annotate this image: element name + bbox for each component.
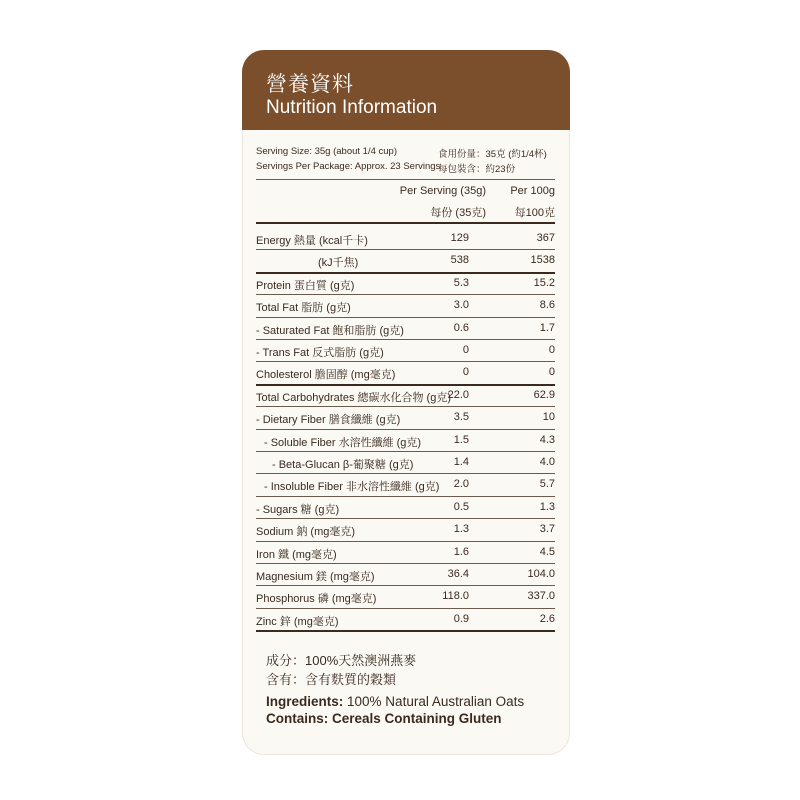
per-serving-value: 2.0 <box>453 478 469 491</box>
col-per-100g-en: Per 100g <box>510 185 555 197</box>
nutrient-row <box>256 250 555 272</box>
nutrient-row <box>256 564 555 586</box>
nutrient-label: - Dietary Fiber 膳食纖維 (g克) <box>256 414 401 427</box>
nutrient-label: Sodium 鈉 (mg毫克) <box>256 526 356 539</box>
per-100g-value: 4.5 <box>539 545 555 558</box>
per-serving-value: 0.9 <box>453 612 469 625</box>
per-serving-value: 22.0 <box>447 388 469 401</box>
per-100g-value: 3.7 <box>539 523 555 536</box>
nutrient-label: Total Fat 脂肪 (g克) <box>256 302 351 315</box>
per-100g-value: 0 <box>548 366 555 379</box>
nutrient-row <box>256 452 555 474</box>
nutrient-row <box>256 609 555 631</box>
per-100g-value: 4.3 <box>539 433 555 446</box>
divider-thick <box>256 222 555 224</box>
per-serving-value: 36.4 <box>447 568 469 580</box>
nutrient-label: Magnesium 鎂 (mg毫克) <box>256 571 375 583</box>
per-100g-value: 337.0 <box>527 590 555 603</box>
per-100g-value: 62.9 <box>533 388 555 401</box>
nutrient-row <box>256 430 555 452</box>
col-per-serving-zh: 每份 (35克) <box>430 207 486 219</box>
nutrient-label: - Saturated Fat 飽和脂肪 (g克) <box>256 324 404 337</box>
title-chinese: 營養資料 <box>266 73 354 96</box>
nutrient-label: - Insoluble Fiber 非水溶性纖維 (g克) <box>264 481 440 494</box>
nutrition-label-card <box>242 50 570 755</box>
ingredients-label: Ingredients: <box>266 694 344 709</box>
servings-per-package-zh: 每包裝含：約23份 <box>438 164 516 175</box>
col-per-100g-zh: 每100克 <box>514 207 555 219</box>
nutrient-row <box>256 586 555 608</box>
per-100g-value: 8.6 <box>539 299 555 312</box>
per-serving-value: 3.0 <box>453 299 469 312</box>
nutrient-label: Cholesterol 膽固醇 (mg毫克) <box>256 369 396 382</box>
per-100g-value: 10 <box>542 411 555 424</box>
per-serving-value: 1.6 <box>453 545 469 558</box>
per-100g-value: 5.7 <box>539 478 555 491</box>
per-serving-value: 1.4 <box>453 456 469 468</box>
nutrient-row <box>256 340 555 362</box>
per-100g-value: 1.7 <box>539 321 555 334</box>
per-serving-value: 1.3 <box>453 523 469 536</box>
per-100g-value: 0 <box>548 344 555 356</box>
per-serving-value: 1.5 <box>453 433 469 446</box>
per-100g-value: 15.2 <box>533 276 555 289</box>
contains-zh: 含有：含有麩質的穀類 <box>266 672 397 687</box>
nutrient-label: Protein 蛋白質 (g克) <box>256 279 355 292</box>
per-100g-value: 367 <box>536 232 555 244</box>
nutrient-label: - Trans Fat 反式脂肪 (g克) <box>256 347 384 359</box>
per-100g-value: 2.6 <box>539 612 555 625</box>
nutrient-label: Phosphorus 磷 (mg毫克) <box>256 593 377 606</box>
ingredients-value: 100% Natural Australian Oats <box>347 694 525 709</box>
nutrient-row <box>256 407 555 429</box>
per-serving-value: 129 <box>450 232 469 244</box>
nutrient-label: - Soluble Fiber 水溶性纖維 (g克) <box>264 436 422 449</box>
nutrient-row <box>256 362 555 384</box>
per-serving-value: 0 <box>462 366 469 379</box>
nutrient-row <box>256 497 555 519</box>
per-serving-value: 538 <box>450 254 469 267</box>
ingredients-en <box>266 694 524 709</box>
per-100g-value: 1538 <box>530 254 555 267</box>
per-100g-value: 1.3 <box>539 500 555 513</box>
nutrient-label: Energy 熱量 (kcal千卡) <box>256 235 368 247</box>
per-serving-value: 3.5 <box>453 411 469 424</box>
servings-per-package-en: Servings Per Package: Approx. 23 Servings <box>256 161 441 172</box>
per-100g-value: 104.0 <box>527 568 555 580</box>
title-english: Nutrition Information <box>266 97 438 118</box>
nutrient-row <box>256 295 555 317</box>
nutrient-label: Iron 鐵 (mg毫克) <box>256 548 337 561</box>
ingredients-zh: 成分：100%天然澳洲燕麥 <box>266 653 417 668</box>
per-serving-value: 0.6 <box>453 321 469 334</box>
row-divider <box>256 630 555 632</box>
serving-size-en: Serving Size: 35g (about 1/4 cup) <box>256 146 398 157</box>
serving-size-zh: 食用份量：35克 (約1/4杯) <box>438 149 547 160</box>
per-serving-value: 5.3 <box>453 276 469 289</box>
nutrient-label: Zinc 鋅 (mg毫克) <box>256 615 339 628</box>
nutrient-row <box>256 273 555 295</box>
per-100g-value: 4.0 <box>539 456 555 468</box>
nutrient-row <box>256 519 555 541</box>
nutrient-label: - Sugars 糖 (g克) <box>256 503 340 516</box>
per-serving-value: 0.5 <box>453 500 469 513</box>
nutrient-row <box>256 318 555 340</box>
nutrient-row <box>256 228 555 250</box>
nutrient-row <box>256 385 555 407</box>
nutrient-row <box>256 474 555 496</box>
contains-en: Contains: Cereals Containing Gluten <box>266 711 502 726</box>
col-per-serving-en: Per Serving (35g) <box>399 185 486 197</box>
nutrient-row <box>256 542 555 564</box>
nutrient-label: Total Carbohydrates 總碳水化合物 (g克) <box>256 391 451 404</box>
per-serving-value: 118.0 <box>442 590 469 603</box>
divider <box>256 179 555 180</box>
label-header <box>242 50 570 130</box>
per-serving-value: 0 <box>462 344 469 356</box>
nutrient-label: - Beta-Glucan β-葡聚糖 (g克) <box>272 459 414 471</box>
nutrient-label: (kJ千焦) <box>318 257 359 270</box>
